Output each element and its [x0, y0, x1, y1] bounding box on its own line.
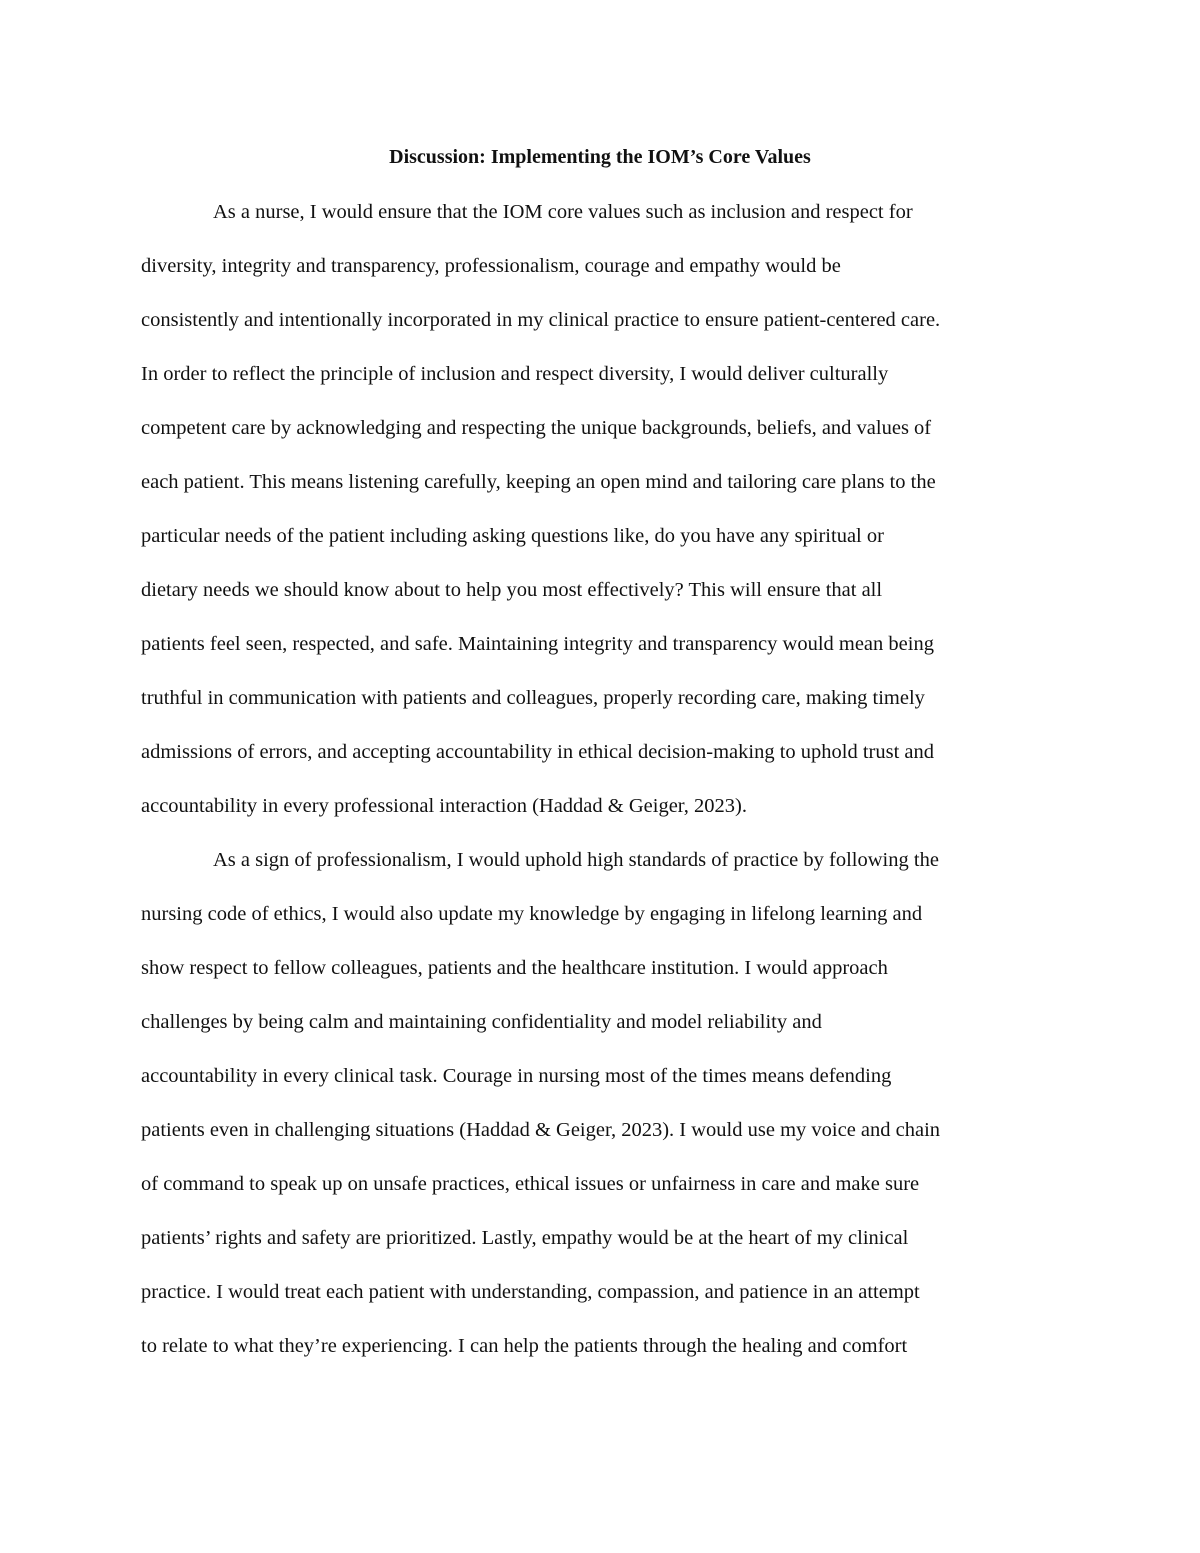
paragraph-2-line-4: challenges by being calm and maintaining confidentiality and model reliability and — [141, 1011, 822, 1033]
document-title: Discussion: Implementing the IOM’s Core Values — [389, 146, 811, 168]
paragraph-1-line-9: patients feel seen, respected, and safe. Maintaining integrity and transparency would mean being — [141, 633, 934, 655]
paragraph-1-line-2: diversity, integrity and transparency, professionalism, courage and empathy would be — [141, 255, 841, 277]
paragraph-1-line-6: each patient. This means listening carefully, keeping an open mind and tailoring care plans to the — [141, 471, 936, 493]
paragraph-2-line-2: nursing code of ethics, I would also update my knowledge by engaging in lifelong learning and — [141, 903, 923, 925]
paragraph-1-line-1: As a nurse, I would ensure that the IOM core values such as inclusion and respect for — [213, 201, 913, 223]
paragraph-1-line-5: competent care by acknowledging and respecting the unique backgrounds, beliefs, and values of — [141, 417, 932, 439]
paragraph-2-line-5: accountability in every clinical task. Courage in nursing most of the times means defending — [141, 1065, 892, 1087]
paragraph-2-line-9: practice. I would treat each patient with understanding, compassion, and patience in an attempt — [141, 1281, 920, 1303]
paragraph-1-line-11: admissions of errors, and accepting accountability in ethical decision-making to uphold trust and — [141, 741, 935, 763]
paragraph-2-line-6: patients even in challenging situations (Haddad & Geiger, 2023). I would use my voice and chain — [141, 1119, 941, 1141]
paragraph-1-line-4: In order to reflect the principle of inclusion and respect diversity, I would deliver culturally — [141, 363, 889, 385]
paragraph-1-line-10: truthful in communication with patients and colleagues, properly recording care, making timely — [141, 687, 925, 709]
paragraph-2-line-10: to relate to what they’re experiencing. I can help the patients through the healing and comfort — [141, 1335, 908, 1357]
paragraph-2-line-7: of command to speak up on unsafe practices, ethical issues or unfairness in care and make sure — [141, 1173, 920, 1195]
paragraph-1-line-12: accountability in every professional interaction (Haddad & Geiger, 2023). — [141, 795, 748, 817]
paragraph-2-line-1: As a sign of professionalism, I would uphold high standards of practice by following the — [213, 849, 939, 871]
paragraph-2-line-3: show respect to fellow colleagues, patients and the healthcare institution. I would approach — [141, 957, 888, 979]
paragraph-1-line-8: dietary needs we should know about to help you most effectively? This will ensure that all — [141, 579, 883, 601]
paragraph-1-line-7: particular needs of the patient including asking questions like, do you have any spiritual or — [141, 525, 884, 547]
paragraph-1-line-3: consistently and intentionally incorporated in my clinical practice to ensure patient-centered care. — [141, 309, 941, 331]
paragraph-2-line-8: patients’ rights and safety are prioritized. Lastly, empathy would be at the heart of my clinical — [141, 1227, 909, 1249]
